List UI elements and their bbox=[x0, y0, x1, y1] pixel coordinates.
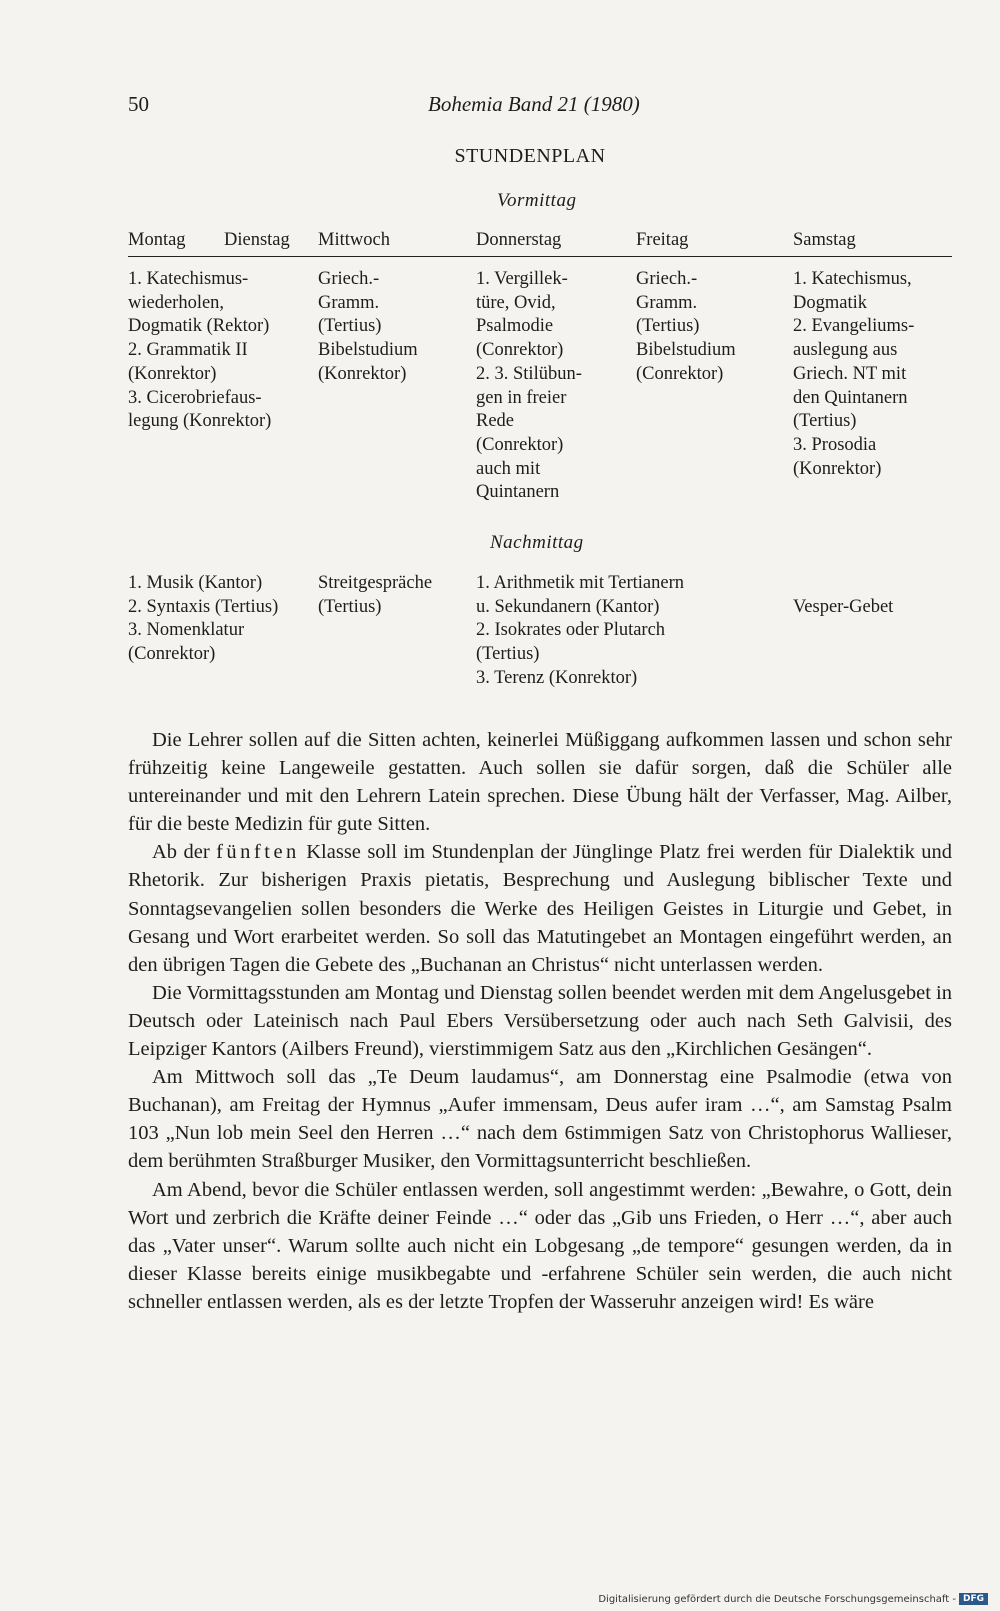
credit-text: Digitalisierung gefördert durch die Deutsche Forschungsgemeinschaft - bbox=[598, 1594, 956, 1605]
schedule-line: (Tertius) bbox=[318, 316, 382, 337]
paragraph: Am Abend, bevor die Schüler entlassen werden, soll angestimmt werden: „Bewahre, o Gott, dein Wort und zerbrich die Kräfte deiner Feinde …“ oder das „Gib uns Frieden, o Herr …“, aber auch das „Vater unser“. Warum sollte auch nicht ein Lobgesang „de tempore“ gesungen werden, da in dieser Klasse bereits einige musikbegabte und -erfahrene Schüler sein werden, die auch nicht schneller entlassen werden, als es der letzte Tropfen der Wasseruhr anzeigen wird! Es wäre bbox=[128, 1178, 952, 1313]
schedule-line: Gramm. bbox=[318, 292, 380, 313]
vormittag-montag-dienstag-cell bbox=[128, 268, 271, 434]
schedule-line: auch mit bbox=[476, 458, 541, 479]
emphasized-word: fünften bbox=[216, 841, 300, 864]
schedule-line: Quintanern bbox=[476, 482, 560, 503]
schedule-line: 2. Isokrates oder Plutarch bbox=[476, 620, 666, 641]
vormittag-donnerstag-cell bbox=[476, 268, 582, 505]
running-header: Bohemia Band 21 (1980) bbox=[428, 92, 640, 116]
day-header-freitag: Freitag bbox=[636, 230, 689, 250]
paragraph bbox=[128, 838, 952, 978]
schedule-line: 2. Syntaxis (Tertius) bbox=[128, 596, 279, 617]
schedule-line: Vesper-Gebet bbox=[793, 597, 894, 617]
paragraph: Die Vormittagsstunden am Montag und Dienstag sollen beendet werden mit dem Angelusgebet in Deutsch oder Lateinisch nach Paul Ebers Versübersetzung oder auch nach Seth Galvisii, des Leipziger Kantors (Ailbers Freund), vierstimmigem Satz aus den „Kirchlichen Gesängen“. bbox=[128, 981, 952, 1061]
schedule-line: u. Sekundanern (Kantor) bbox=[476, 596, 660, 617]
schedule-line: Streitgespräche bbox=[318, 573, 433, 593]
schedule-line: Psalmodie bbox=[476, 316, 554, 337]
day-header-dienstag: Dienstag bbox=[224, 230, 290, 250]
digitization-credit bbox=[598, 1593, 988, 1605]
schedule-line: (Conrektor) bbox=[476, 340, 564, 361]
nachmittag-samstag-cell bbox=[793, 596, 893, 620]
schedule-line: Dogmatik bbox=[793, 292, 867, 313]
body-text bbox=[128, 726, 952, 1316]
day-header-donnerstag: Donnerstag bbox=[476, 230, 562, 250]
schedule-line: Bibelstudium bbox=[636, 340, 736, 361]
schedule-line: 1. Katechismus- bbox=[128, 269, 249, 289]
paragraph-rest: Klasse soll im Stundenplan der Jünglinge Platz frei werden für Dialektik und Rhetorik. Zur bisherigen Praxis pietatis, Besprechung und Auslegung biblischer Texte und Sonntagsevangelien sollen besonders die Werke des Heiligen Geistes in Liturgie und Gebet, in Gesang und Wort erarbeitet werden. So soll das Matutingebet an Montagen eingeführt werden, an den übrigen Tagen die Gebete des „Buchanan an Christus“ nicht unterlassen werden. bbox=[128, 841, 952, 976]
schedule-line: Griech.- bbox=[636, 269, 698, 289]
vormittag-label: Vormittag bbox=[497, 190, 577, 211]
schedule-line: (Konrektor) bbox=[128, 363, 217, 384]
vormittag-freitag-cell bbox=[636, 268, 736, 387]
schedule-line: 1. Vergillek- bbox=[476, 269, 568, 289]
vormittag-mittwoch-cell bbox=[318, 268, 418, 387]
nachmittag-donnerstag-freitag-cell bbox=[476, 572, 684, 691]
schedule-line: (Tertius) bbox=[793, 411, 857, 432]
schedule-line: Dogmatik (Rektor) bbox=[128, 316, 270, 337]
dfg-logo: DFG bbox=[959, 1593, 988, 1605]
schedule-line: Rede bbox=[476, 411, 515, 432]
schedule-line: Bibelstudium bbox=[318, 340, 418, 361]
nachmittag-mittwoch-cell bbox=[318, 572, 432, 619]
schedule-line: (Conrektor) bbox=[476, 434, 564, 455]
day-header-mittwoch: Mittwoch bbox=[318, 230, 390, 250]
schedule-line: (Conrektor) bbox=[128, 644, 216, 665]
nachmittag-montag-dienstag-cell bbox=[128, 572, 278, 667]
vormittag-samstag-cell bbox=[793, 268, 914, 481]
schedule-line: den Quintanern bbox=[793, 387, 908, 408]
schedule-line: Griech. NT mit bbox=[793, 363, 907, 384]
schedule-line: 3. Prosodia bbox=[793, 434, 877, 455]
schedule-line: (Konrektor) bbox=[793, 458, 882, 479]
schedule-line: türe, Ovid, bbox=[476, 292, 556, 313]
schedule-line: (Tertius) bbox=[318, 596, 382, 617]
day-header-montag: Montag bbox=[128, 230, 186, 250]
schedule-line: 1. Musik (Kantor) bbox=[128, 573, 263, 593]
schedule-line: 2. 3. Stilübun- bbox=[476, 363, 582, 384]
schedule-line: gen in freier bbox=[476, 387, 567, 408]
day-header-samstag: Samstag bbox=[793, 230, 856, 250]
schedule-line: auslegung aus bbox=[793, 340, 898, 361]
schedule-line: 2. Evangeliums- bbox=[793, 316, 915, 337]
schedule-line: 1. Arithmetik mit Tertianern bbox=[476, 573, 684, 593]
schedule-line: legung (Konrektor) bbox=[128, 411, 272, 432]
schedule-line: 3. Cicerobriefaus- bbox=[128, 387, 262, 408]
nachmittag-label: Nachmittag bbox=[490, 532, 584, 553]
paragraph: Am Mittwoch soll das „Te Deum laudamus“, am Donnerstag eine Psalmodie (etwa von Buchanan), am Freitag der Hymnus „Aufer immensam, Deus aufer iram …“, am Samstag Psalm 103 „Nun lob mein Seel den Herren …“ nach dem 6stimmigen Satz von Christophorus Wallieser, dem berühmten Straßburger Musiker, den Vormittagsunterricht beschließen. bbox=[128, 1066, 952, 1173]
paragraph: Die Lehrer sollen auf die Sitten achten, keinerlei Müßiggang aufkommen lassen und schon sehr frühzeitig keine Langeweile gestatten. Auch sollen sie dafür sorgen, daß die Schüler alle untereinander und mit den Lehrern Latein sprechen. Diese Übung hält der Verfasser, Mag. Ailber, für die beste Medizin für gute Sitten. bbox=[128, 729, 952, 836]
schedule-line: 2. Grammatik II bbox=[128, 340, 248, 361]
schedule-line: Gramm. bbox=[636, 292, 698, 313]
page-number: 50 bbox=[128, 92, 149, 116]
schedule-line: (Konrektor) bbox=[318, 363, 407, 384]
schedule-line: wiederholen, bbox=[128, 292, 225, 313]
schedule-line: 3. Terenz (Konrektor) bbox=[476, 667, 638, 688]
schedule-line: (Tertius) bbox=[636, 316, 700, 337]
schedule-line: 3. Nomenklatur bbox=[128, 620, 245, 641]
schedule-line: Griech.- bbox=[318, 269, 380, 289]
schedule-line: 1. Katechismus, bbox=[793, 269, 912, 289]
schedule-title: STUNDENPLAN bbox=[454, 145, 606, 167]
paragraph-start: Ab der bbox=[152, 841, 217, 864]
schedule-header-rule bbox=[128, 256, 952, 257]
schedule-line: (Tertius) bbox=[476, 644, 540, 665]
schedule-line: (Conrektor) bbox=[636, 363, 724, 384]
